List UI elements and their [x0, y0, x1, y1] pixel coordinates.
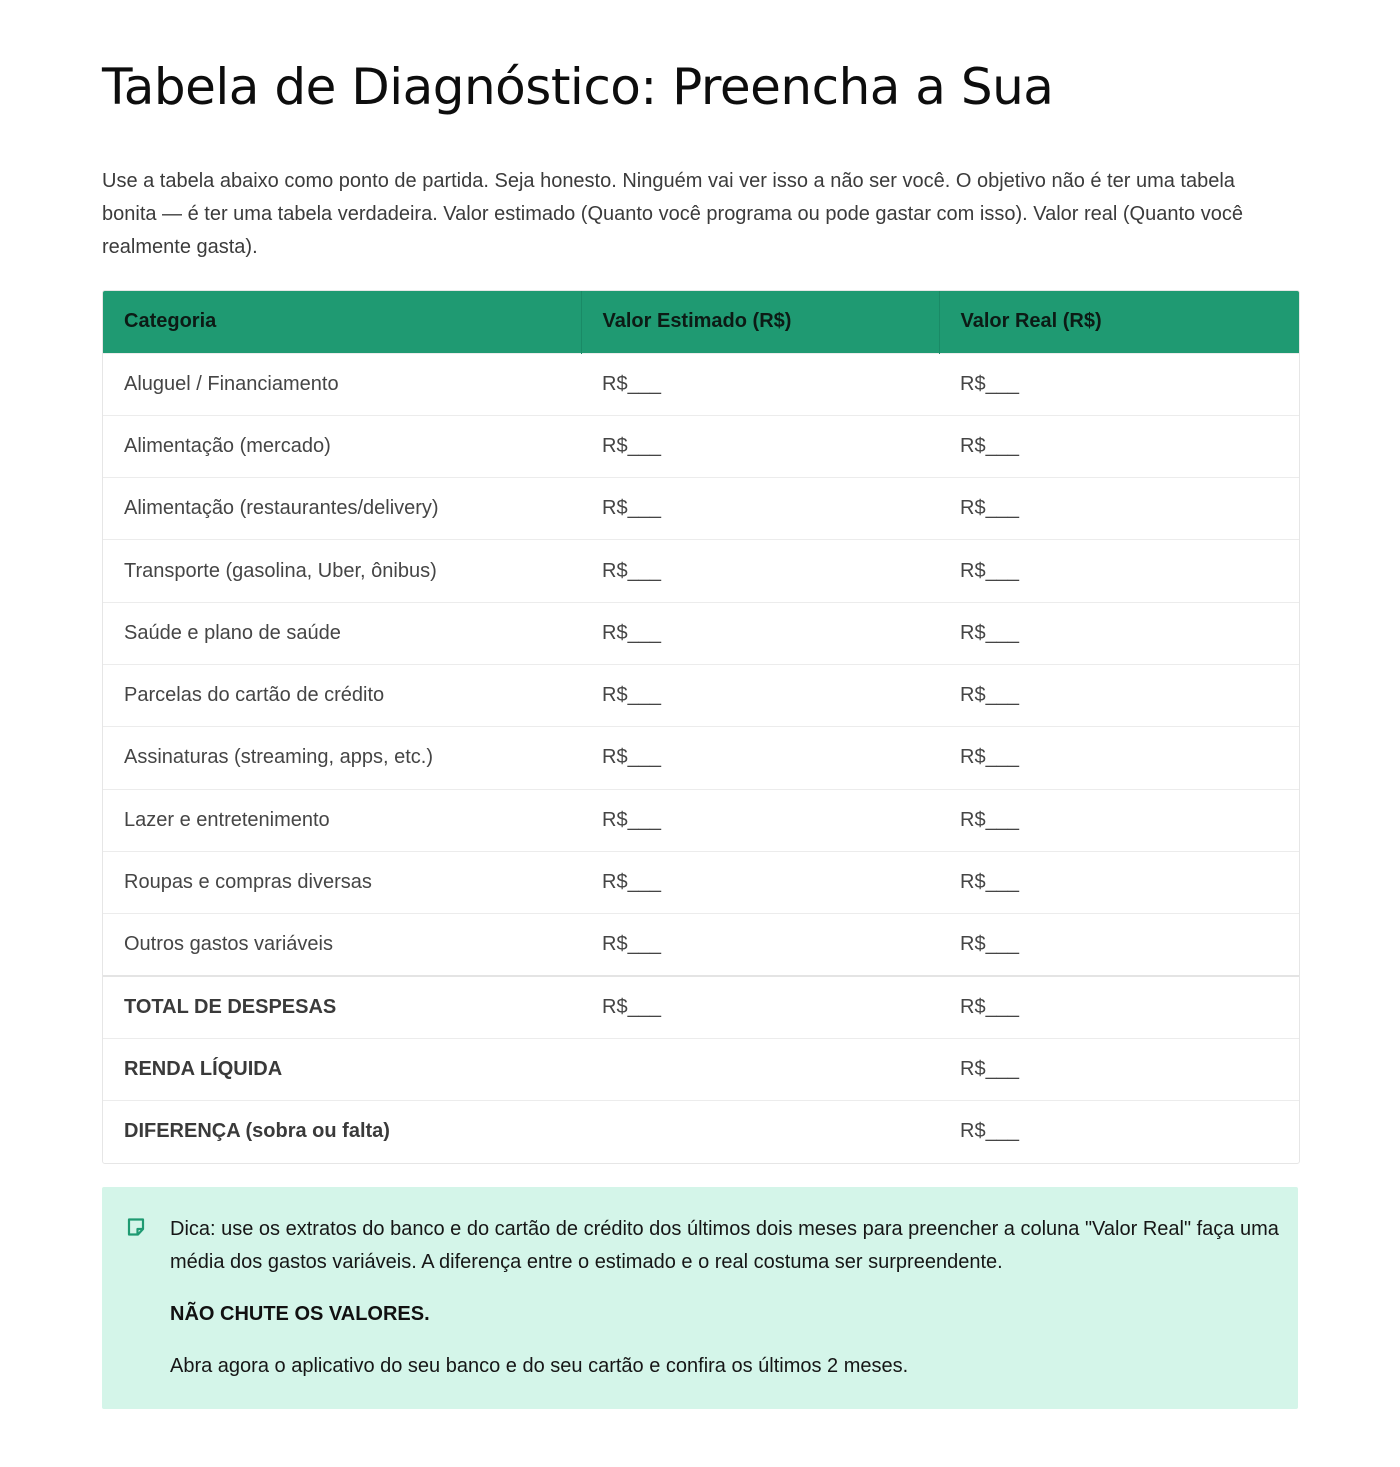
note-icon: [126, 1217, 146, 1237]
category-cell: Lazer e entretenimento: [124, 808, 330, 831]
header-valor-real: Valor Real (R$): [939, 291, 1299, 353]
table-row: [103, 664, 1299, 726]
table-row: [103, 415, 1299, 477]
callout-content: [170, 1213, 1280, 1383]
real-value-cell: R$___: [960, 1120, 1019, 1143]
tip-callout: [102, 1187, 1298, 1409]
estimated-value-cell: [581, 1038, 939, 1100]
category-cell: TOTAL DE DESPESAS: [124, 995, 337, 1018]
estimated-value-cell: R$___: [602, 871, 661, 894]
real-value-cell: R$___: [960, 372, 1019, 395]
category-cell: RENDA LÍQUIDA: [124, 1057, 283, 1080]
estimated-value-cell: R$___: [602, 497, 661, 520]
category-cell: Parcelas do cartão de crédito: [124, 684, 385, 707]
total-row: [103, 976, 1299, 1038]
estimated-value-cell: R$___: [602, 933, 661, 956]
real-value-cell: R$___: [960, 497, 1019, 520]
estimated-value-cell: R$___: [602, 372, 661, 395]
category-cell: Alimentação (mercado): [124, 434, 331, 457]
category-cell: Assinaturas (streaming, apps, etc.): [124, 746, 434, 769]
page-title: Tabela de Diagnóstico: Preencha a Sua: [102, 58, 1054, 116]
estimated-value-cell: R$___: [602, 808, 661, 831]
tip-text: Dica: use os extratos do banco e do cartão de crédito dos últimos dois meses para preencher a coluna "Valor Real" faça uma média dos gastos variáveis. A diferença entre o estimado e o real costuma ser surpreendente.: [170, 1218, 1279, 1273]
category-cell: Aluguel / Financiamento: [124, 372, 339, 395]
real-value-cell: R$___: [960, 434, 1019, 457]
real-value-cell: R$___: [960, 1057, 1019, 1080]
table-row: [103, 727, 1299, 789]
category-cell: Roupas e compras diversas: [124, 871, 372, 894]
estimated-value-cell: R$___: [602, 559, 661, 582]
header-categoria: Categoria: [124, 310, 217, 333]
table-row: [103, 789, 1299, 851]
estimated-value-cell: R$___: [602, 746, 661, 769]
table-header-row: [103, 291, 1299, 353]
estimated-value-cell: R$___: [602, 684, 661, 707]
real-value-cell: R$___: [960, 808, 1019, 831]
action-text: Abra agora o aplicativo do seu banco e do seu cartão e confira os últimos 2 meses.: [170, 1355, 909, 1377]
real-value-cell: R$___: [960, 995, 1019, 1018]
real-value-cell: R$___: [960, 933, 1019, 956]
header-valor-estimado: Valor Estimado (R$): [581, 291, 939, 353]
real-value-cell: R$___: [960, 559, 1019, 582]
estimated-value-cell: R$___: [602, 621, 661, 644]
real-value-cell: R$___: [960, 746, 1019, 769]
category-cell: DIFERENÇA (sobra ou falta): [124, 1120, 390, 1143]
real-value-cell: R$___: [960, 871, 1019, 894]
diagnostic-table: [102, 290, 1300, 1164]
real-value-cell: R$___: [960, 684, 1019, 707]
table-row: [103, 353, 1299, 415]
table-row: [103, 914, 1299, 976]
category-cell: Transporte (gasolina, Uber, ônibus): [124, 559, 437, 582]
estimated-value-cell: [581, 1101, 939, 1163]
table-row: [103, 851, 1299, 913]
estimated-value-cell: R$___: [602, 434, 661, 457]
estimated-value-cell: R$___: [602, 995, 661, 1018]
difference-row: [103, 1101, 1299, 1163]
table-row: [103, 602, 1299, 664]
category-cell: Alimentação (restaurantes/delivery): [124, 497, 439, 520]
real-value-cell: R$___: [960, 621, 1019, 644]
table-row: [103, 540, 1299, 602]
intro-paragraph: Use a tabela abaixo como ponto de partida. Seja honesto. Ninguém vai ver isso a não ser você. O objetivo não é ter uma tabela bonita — é ter uma tabela verdadeira. Valor estimado (Quanto você programa ou pode gastar com isso). Valor real (Quanto você realmente gasta).: [102, 170, 1243, 258]
net-income-row: [103, 1038, 1299, 1100]
warning-text: NÃO CHUTE OS VALORES.: [170, 1303, 430, 1325]
category-cell: Outros gastos variáveis: [124, 933, 333, 956]
category-cell: Saúde e plano de saúde: [124, 621, 341, 644]
table-row: [103, 478, 1299, 540]
